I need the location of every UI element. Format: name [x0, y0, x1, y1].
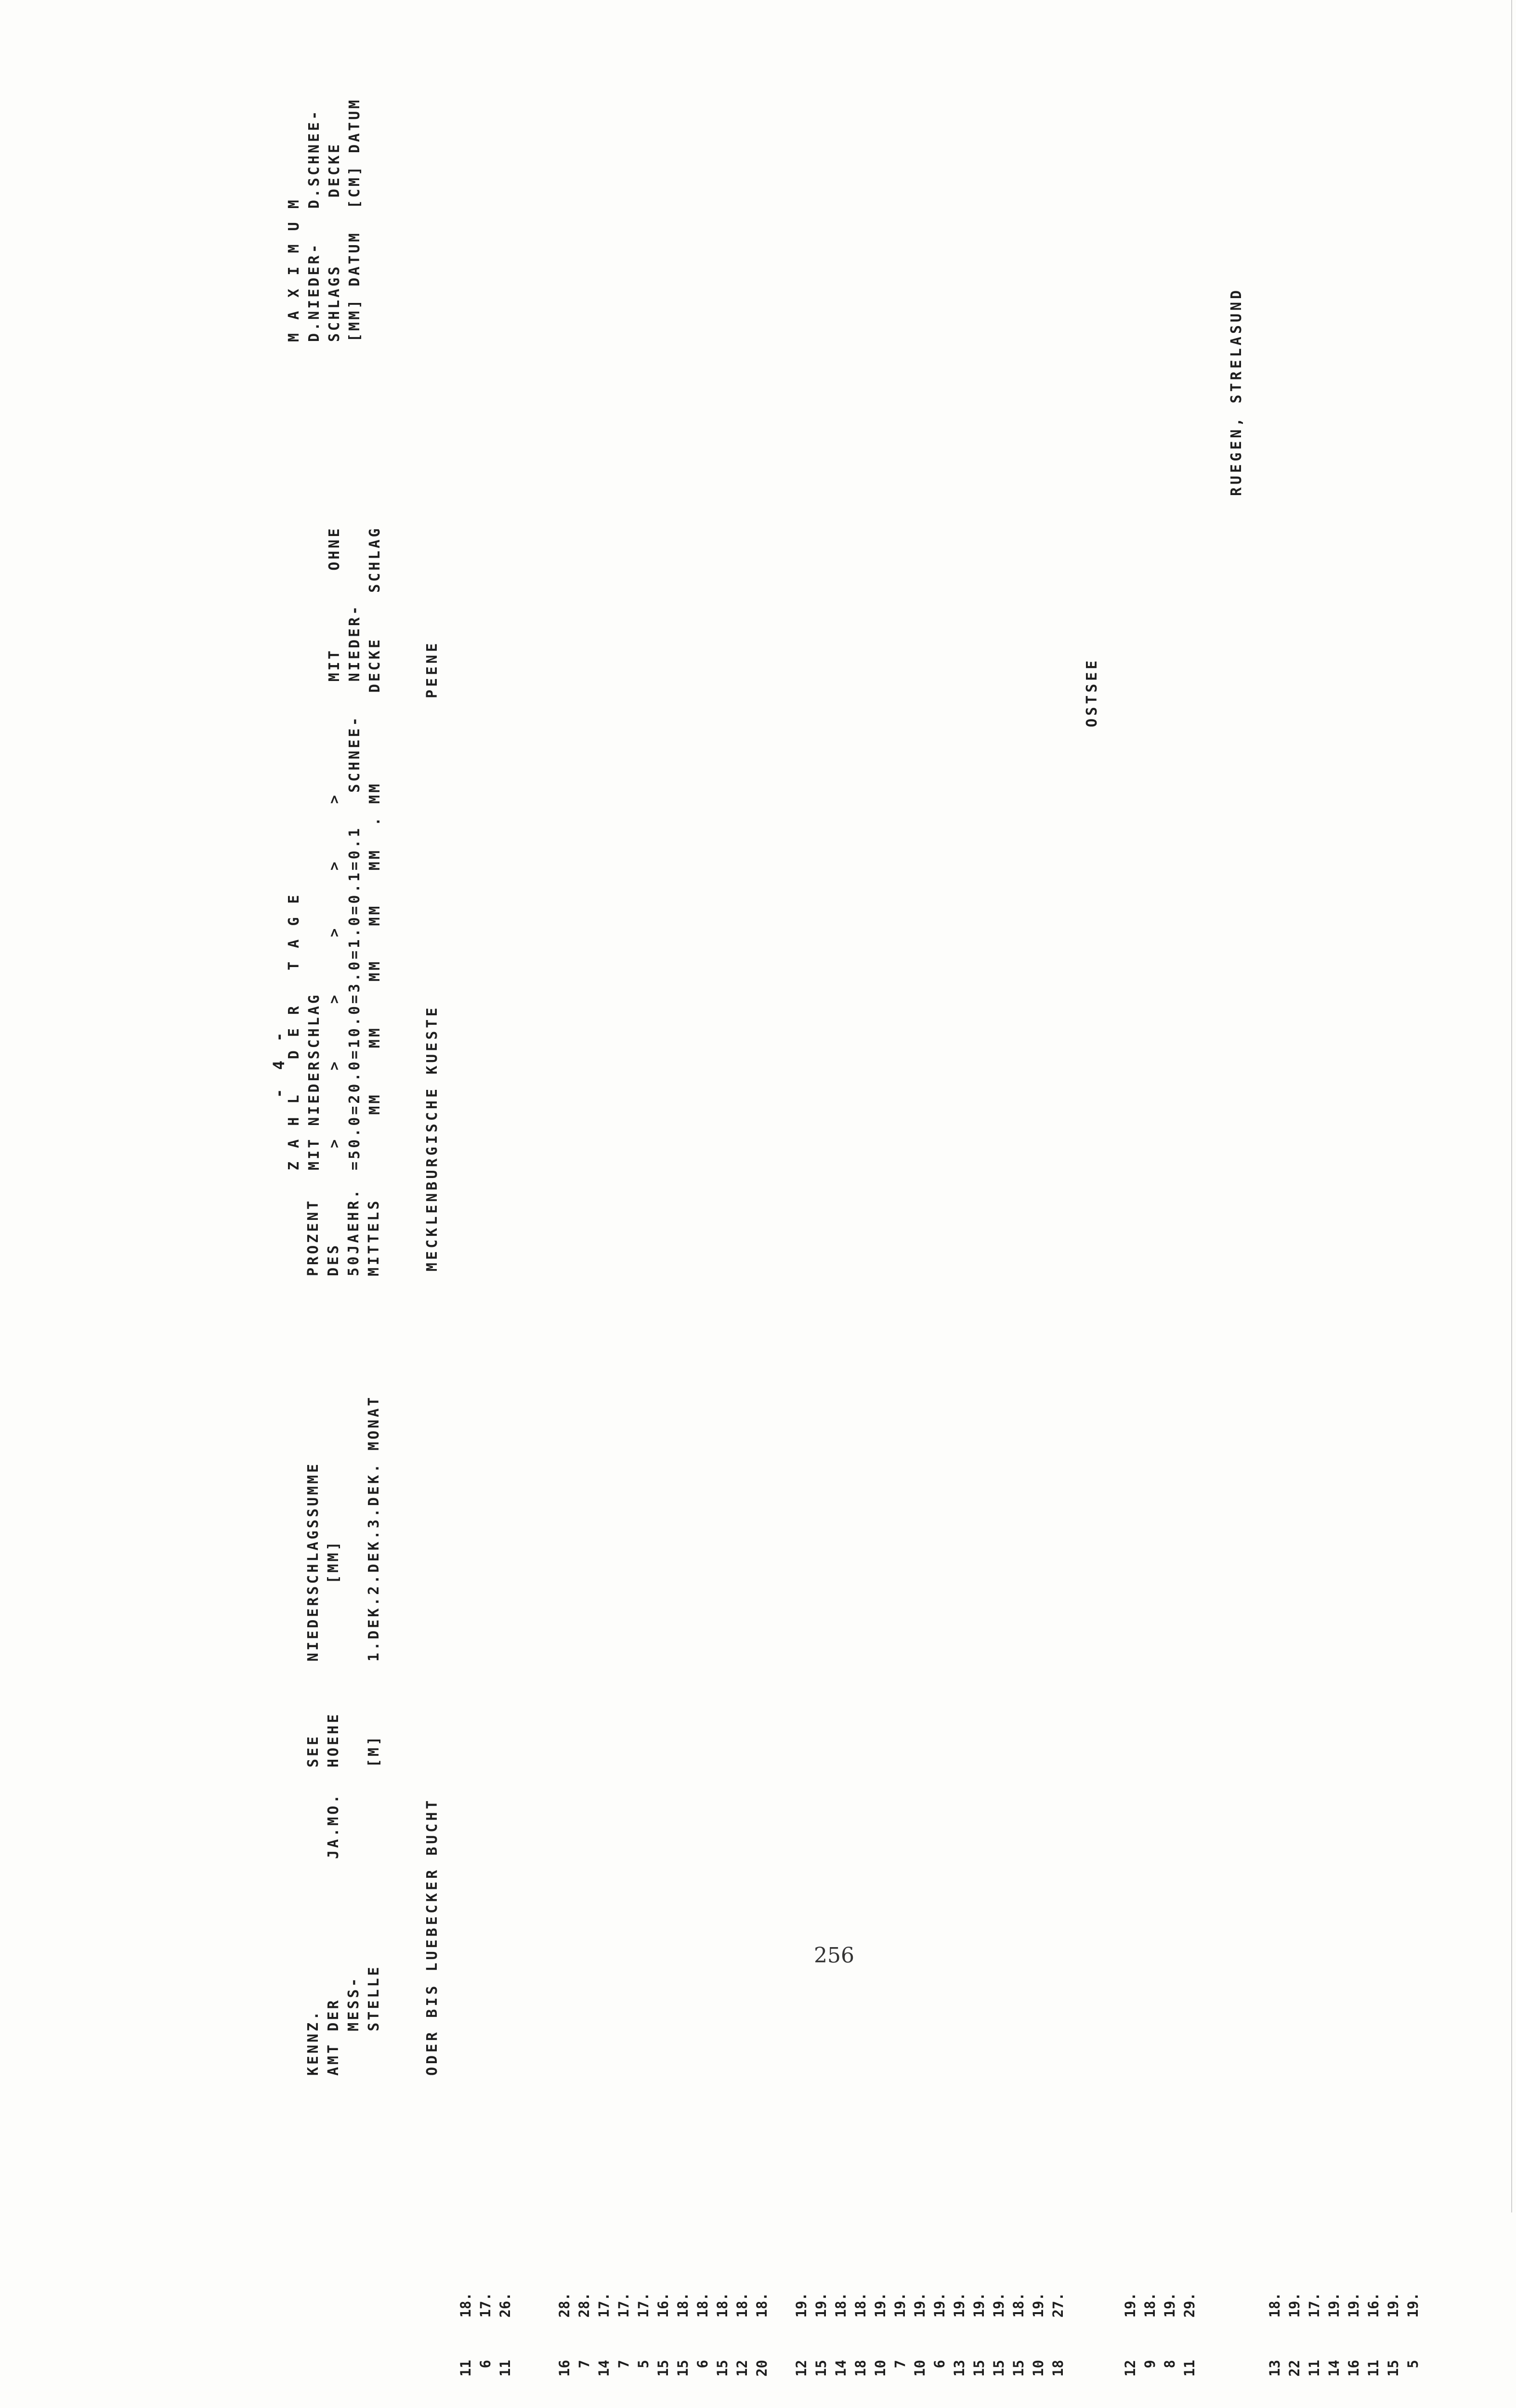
header-kennz: KENNZ. AMT DER MESS- STELLE [305, 1964, 382, 2076]
cell-sdd: 19. [1346, 2292, 1362, 2318]
cell-sdd: 27. [1050, 2292, 1066, 2318]
cell-sdd: 18. [1010, 2292, 1027, 2318]
cell-sdd: 26. [497, 2292, 513, 2318]
cell-sd: 14 [596, 2360, 612, 2377]
cell-sd: 12 [1122, 2360, 1138, 2377]
page-number: 256 [814, 1943, 854, 1968]
cell-sd: 11 [457, 2360, 474, 2377]
page-marker: - 4 - [270, 1027, 288, 1098]
cell-sdd: 18. [457, 2292, 474, 2318]
cell-sdd: 16. [1365, 2292, 1382, 2318]
cell-sd: 22 [1286, 2360, 1303, 2377]
cell-sd: 10 [1030, 2360, 1046, 2377]
cell-sdd: 19. [1286, 2292, 1303, 2318]
cell-sd: 13 [951, 2360, 967, 2377]
cell-sd: 15 [1385, 2360, 1401, 2377]
cell-sdd: 17. [615, 2292, 632, 2318]
cell-sdd: 19. [1162, 2292, 1178, 2318]
cell-sd: 6 [931, 2360, 948, 2369]
cell-sdd: 19. [813, 2292, 829, 2318]
cell-sd: 8 [1162, 2360, 1178, 2369]
cell-sd: 7 [892, 2360, 908, 2369]
cell-sd: 5 [1405, 2360, 1421, 2369]
cell-sd: 9 [1142, 2360, 1158, 2369]
cell-sd: 10 [912, 2360, 928, 2377]
cell-sdd: 19. [1326, 2292, 1342, 2318]
header-jamo: JA.MO. [325, 1792, 342, 1859]
cell-sdd: 18. [833, 2292, 849, 2318]
cell-sd: 15 [675, 2360, 691, 2377]
cell-sdd: 19. [912, 2292, 928, 2318]
cell-sd: 15 [1010, 2360, 1027, 2377]
cell-sd: 15 [714, 2360, 731, 2377]
cell-sd: 15 [991, 2360, 1007, 2377]
section-title-peene: PEENE [424, 640, 441, 698]
cell-sdd: 19. [1405, 2292, 1421, 2318]
cell-sdd: 19. [793, 2292, 810, 2318]
rotated-table-sheet [236, 0, 1430, 2377]
header-maximum: M A X I M U M D.NIEDER- D.SCHNEE- SCHLAGS DECKE [MM] DATUM [CM] DATUM [286, 97, 363, 342]
cell-sd: 12 [734, 2360, 750, 2377]
cell-sdd: 19. [1030, 2292, 1046, 2318]
cell-sd: 7 [615, 2360, 632, 2369]
section-title-ruegen: RUEGEN, STRELASUND [1228, 287, 1245, 496]
cell-sd: 18 [1050, 2360, 1066, 2377]
cell-sdd: 19. [872, 2292, 889, 2318]
cell-sdd: 17. [1306, 2292, 1322, 2318]
cell-sd: 13 [1267, 2360, 1283, 2377]
cell-sd: 11 [1306, 2360, 1322, 2377]
cell-sdd: 19. [1385, 2292, 1401, 2318]
header-zahl: Z A H L D E R T A G E MIT NIEDERSCHLAG > > > > > > MIT OHNE =50.0=20.0=10.0=3.0=1.0=0.1=0.1 SCHNEE- NIEDER- MM MM MM MM MM . MM DECKE SCHLAG [286, 526, 383, 1170]
cell-sdd: 18. [1142, 2292, 1158, 2318]
cell-sd: 11 [1181, 2360, 1198, 2377]
cell-sd: 11 [1365, 2360, 1382, 2377]
cell-sdd: 18. [1267, 2292, 1283, 2318]
cell-sdd: 18. [675, 2292, 691, 2318]
cell-sdd: 19. [892, 2292, 908, 2318]
cell-sdd: 17. [477, 2292, 494, 2318]
section-subtitle-mecklenburg: MECKLENBURGISCHE KUESTE [424, 1005, 441, 1271]
page-edge-line [1511, 0, 1512, 2212]
cell-sdd: 19. [1122, 2292, 1138, 2318]
cell-sdd: 18. [734, 2292, 750, 2318]
cell-sdd: 17. [596, 2292, 612, 2318]
cell-sd: 15 [813, 2360, 829, 2377]
cell-sd: 7 [576, 2360, 592, 2369]
header-summe: NIEDERSCHLAGSSUMME [MM] 1.DEK.2.DEK.3.DEK. MONAT [305, 1395, 382, 1662]
cell-sd: 15 [971, 2360, 987, 2377]
cell-sdd: 28. [556, 2292, 573, 2318]
cell-sd: 5 [635, 2360, 652, 2369]
cell-sdd: 18. [694, 2292, 711, 2318]
cell-sd: 12 [793, 2360, 810, 2377]
cell-sd: 14 [1326, 2360, 1342, 2377]
cell-sd: 18 [852, 2360, 869, 2377]
cell-sdd: 29. [1181, 2292, 1198, 2318]
cell-sd: 6 [694, 2360, 711, 2369]
cell-sdd: 19. [931, 2292, 948, 2318]
cell-sd: 11 [497, 2360, 513, 2377]
cell-sdd: 19. [991, 2292, 1007, 2318]
section-title-oder: ODER BIS LUEBECKER BUCHT [424, 1797, 441, 2076]
cell-sdd: 19. [971, 2292, 987, 2318]
header-prozent: PROZENT DES 50JAEHR. MITTELS [305, 1187, 382, 1276]
cell-sdd: 18. [714, 2292, 731, 2318]
section-title-ostsee: OSTSEE [1084, 657, 1100, 727]
cell-sd: 20 [754, 2360, 770, 2377]
cell-sd: 10 [872, 2360, 889, 2377]
cell-sdd: 28. [576, 2292, 592, 2318]
cell-sdd: 16. [655, 2292, 671, 2318]
cell-sdd: 18. [754, 2292, 770, 2318]
cell-sdd: 18. [852, 2292, 869, 2318]
cell-sd: 15 [655, 2360, 671, 2377]
cell-sdd: 17. [635, 2292, 652, 2318]
cell-sdd: 19. [951, 2292, 967, 2318]
header-see: SEE HOEHE [M] [305, 1712, 382, 1767]
cell-sd: 14 [833, 2360, 849, 2377]
cell-sd: 16 [1346, 2360, 1362, 2377]
cell-sd: 16 [556, 2360, 573, 2377]
cell-sd: 6 [477, 2360, 494, 2369]
